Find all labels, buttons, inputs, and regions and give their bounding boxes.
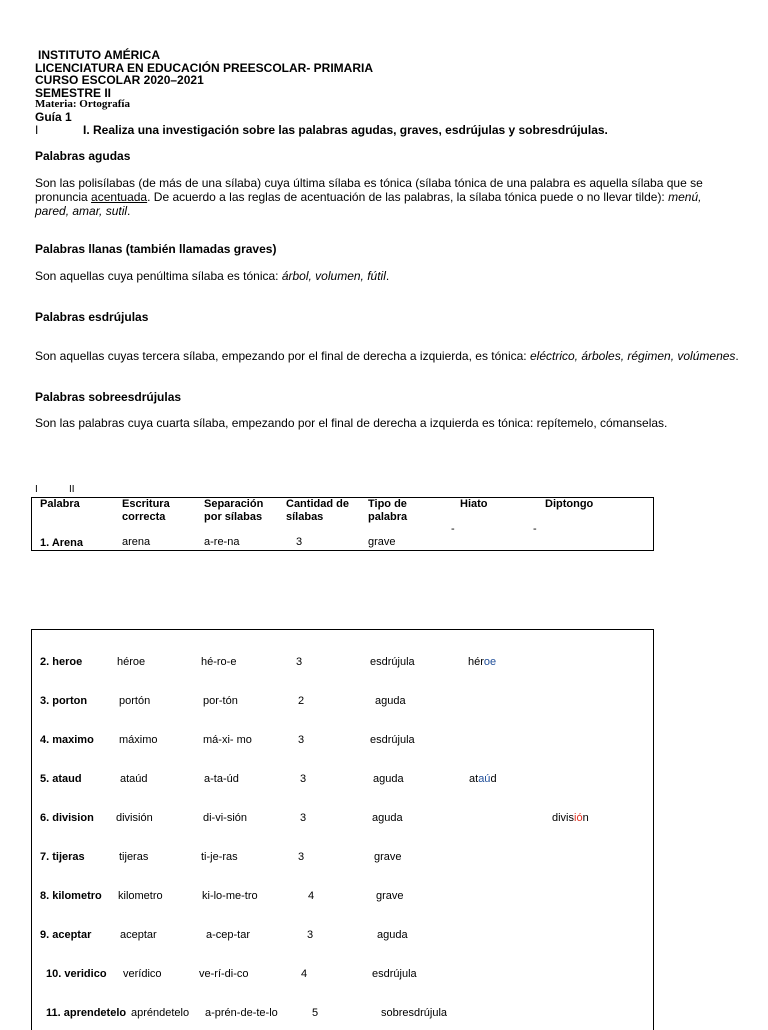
row-6-diptongo-a: divis — [552, 812, 575, 824]
row-6-palabra: 6. division — [40, 812, 94, 824]
row-5-hiato-b: aú — [478, 773, 491, 785]
row-9-separacion: a-cep-tar — [206, 929, 251, 941]
row-10-tipo: esdrújula — [372, 968, 417, 980]
row-9-tipo: aguda — [377, 929, 408, 941]
row-8-separacion: ki-lo-me-tro — [202, 890, 258, 902]
row-11-palabra: 11. aprendetelo — [46, 1007, 127, 1019]
row-5-hiato-a: at — [469, 773, 479, 785]
row-5-hiato-c: d — [490, 773, 497, 785]
row-7-tipo: grave — [374, 851, 402, 863]
section-text-agudas — [35, 176, 725, 218]
row-2-separacion: hé-ro-e — [201, 656, 237, 668]
row-8-escritura: kilometro — [118, 890, 163, 902]
row-5-separacion: a-ta-úd — [204, 773, 239, 785]
row-3-cantidad: 2 — [298, 695, 305, 707]
row-2-hiato-a: hér — [468, 656, 484, 668]
agudas-text-2: . De acuerdo a las reglas de acentuación de las palabras, la sílaba tónica puede o no llevar tilde): — [147, 190, 669, 204]
row-2-hiato-b: oe — [483, 656, 497, 668]
row-6-diptongo-b: ió — [574, 812, 583, 824]
row-11-tipo: sobresdrújula — [381, 1007, 448, 1019]
esdrujulas-examples: eléctrico, árboles, régimen, volúmenes — [529, 349, 736, 363]
section-text-sobresdrujulas: Son las palabras cuya cuarta sílaba, empezando por el final de derecha a izquierda es tónica: repítemelo, cómanselas. — [35, 416, 668, 430]
row-3-escritura: portón — [119, 695, 151, 707]
row-6-diptongo — [552, 812, 589, 824]
hiato-dash: - — [451, 523, 455, 535]
row-9-cantidad: 3 — [307, 929, 314, 941]
row-5-tipo: aguda — [373, 773, 404, 785]
instruction: I. Realiza una investigación sobre las palabras agudas, graves, esdrújulas y sobresdrújulas. — [83, 123, 608, 137]
row-9-palabra: 9. aceptar — [40, 929, 92, 941]
degree-name: LICENCIATURA EN EDUCACIÓN PREESCOLAR- PRIMARIA — [35, 61, 374, 75]
row-5-cantidad: 3 — [300, 773, 307, 785]
row-7-palabra: 7. tijeras — [40, 851, 85, 863]
row-8-cantidad: 4 — [308, 890, 315, 902]
row-6-separacion: di-vi-sión — [203, 812, 248, 824]
row-2-palabra: 2. heroe — [40, 656, 83, 668]
row-2-cantidad: 3 — [296, 656, 303, 668]
row-8-tipo: grave — [376, 890, 404, 902]
section-text-esdrujulas — [35, 349, 739, 363]
row-6-cantidad: 3 — [300, 812, 307, 824]
header-separacion: Separación por sílabas — [204, 498, 264, 523]
esdrujulas-text: Son aquellas cuyas tercera sílaba, empezando por el final de derecha a izquierda, es tónica: — [35, 349, 530, 363]
header-diptongo: Diptongo — [545, 498, 594, 510]
row-5-palabra: 5. ataud — [40, 773, 82, 785]
institute-name: INSTITUTO AMÉRICA — [38, 48, 160, 62]
agudas-examples: menú, pared, amar, sutil — [35, 190, 702, 218]
table-marker-2: II — [69, 484, 75, 495]
row-2-tipo: esdrújula — [370, 656, 415, 668]
row-4-palabra: 4. maximo — [40, 734, 94, 746]
subject: Materia: Ortografía — [35, 98, 130, 110]
row-6-diptongo-c: n — [582, 812, 589, 824]
agudas-end: . — [127, 204, 131, 218]
header-cantidad: Cantidad de sílabas — [286, 498, 349, 523]
list-marker: I — [35, 123, 39, 137]
row-1-separacion: a-re-na — [204, 536, 240, 548]
row-10-palabra: 10. veridico — [46, 968, 107, 980]
row-2-hiato — [468, 656, 496, 668]
row-4-escritura: máximo — [119, 734, 158, 746]
row-2-escritura: héroe — [117, 656, 146, 668]
row-10-cantidad: 4 — [301, 968, 308, 980]
section-title-agudas: Palabras agudas — [35, 149, 131, 163]
word-table-body — [31, 629, 654, 1030]
row-1-escritura: arena — [122, 536, 151, 548]
llanas-text: Son aquellas cuya penúltima sílaba es tónica: — [35, 269, 282, 283]
row-4-tipo: esdrújula — [370, 734, 415, 746]
header-hiato: Hiato — [460, 498, 488, 510]
row-9-escritura: aceptar — [120, 929, 157, 941]
agudas-link[interactable]: acentuada — [91, 190, 148, 204]
row-8-palabra: 8. kilometro — [40, 890, 102, 902]
row-11-escritura: apréndetelo — [131, 1007, 190, 1019]
section-text-llanas — [35, 269, 389, 283]
row-6-tipo: aguda — [372, 812, 403, 824]
row-6-escritura: división — [116, 812, 153, 824]
llanas-end: . — [385, 269, 390, 283]
row-7-escritura: tijeras — [119, 851, 149, 863]
esdrujulas-end: . — [735, 349, 739, 363]
row-1-palabra: 1. Arena — [40, 537, 84, 549]
row-5-escritura: ataúd — [120, 773, 148, 785]
row-11-cantidad: 5 — [312, 1007, 319, 1019]
row-11-separacion: a-prén-de-te-lo — [205, 1007, 278, 1019]
row-1-tipo: grave — [368, 536, 396, 548]
course-year: CURSO ESCOLAR 2020–2021 — [35, 73, 204, 87]
section-title-esdrujulas: Palabras esdrújulas — [35, 310, 149, 324]
llanas-examples: árbol, volumen, fútil — [281, 269, 386, 283]
semester: SEMESTRE II — [35, 86, 112, 100]
section-title-sobresdrujulas: Palabras sobreesdrújulas — [35, 390, 182, 404]
table-marker-1: I — [35, 484, 38, 495]
row-3-tipo: aguda — [375, 695, 406, 707]
header-tipo: Tipo de palabra — [368, 498, 408, 523]
diptongo-dash: - — [533, 523, 537, 535]
row-1-cantidad: 3 — [296, 536, 303, 548]
guide-number: Guía 1 — [35, 110, 72, 124]
row-3-separacion: por-tón — [203, 695, 238, 707]
section-title-llanas: Palabras llanas (también llamadas graves) — [35, 242, 277, 256]
row-10-escritura: verídico — [123, 968, 162, 980]
header-palabra: Palabra — [40, 498, 80, 510]
row-3-palabra: 3. porton — [40, 695, 88, 707]
row-4-cantidad: 3 — [298, 734, 305, 746]
header-escritura: Escritura correcta — [122, 498, 170, 523]
agudas-text-1: Son las polisílabas (de más de una sílaba) cuya última sílaba es tónica (sílaba tónica de una palabra es aquella sílaba que se pronuncia — [35, 176, 703, 204]
row-7-cantidad: 3 — [298, 851, 305, 863]
row-10-separacion: ve-rí-di-co — [199, 968, 249, 980]
word-table-header — [31, 497, 654, 551]
row-5-hiato — [469, 773, 497, 785]
row-4-separacion: má-xi- mo — [203, 734, 252, 746]
row-7-separacion: ti-je-ras — [201, 851, 238, 863]
